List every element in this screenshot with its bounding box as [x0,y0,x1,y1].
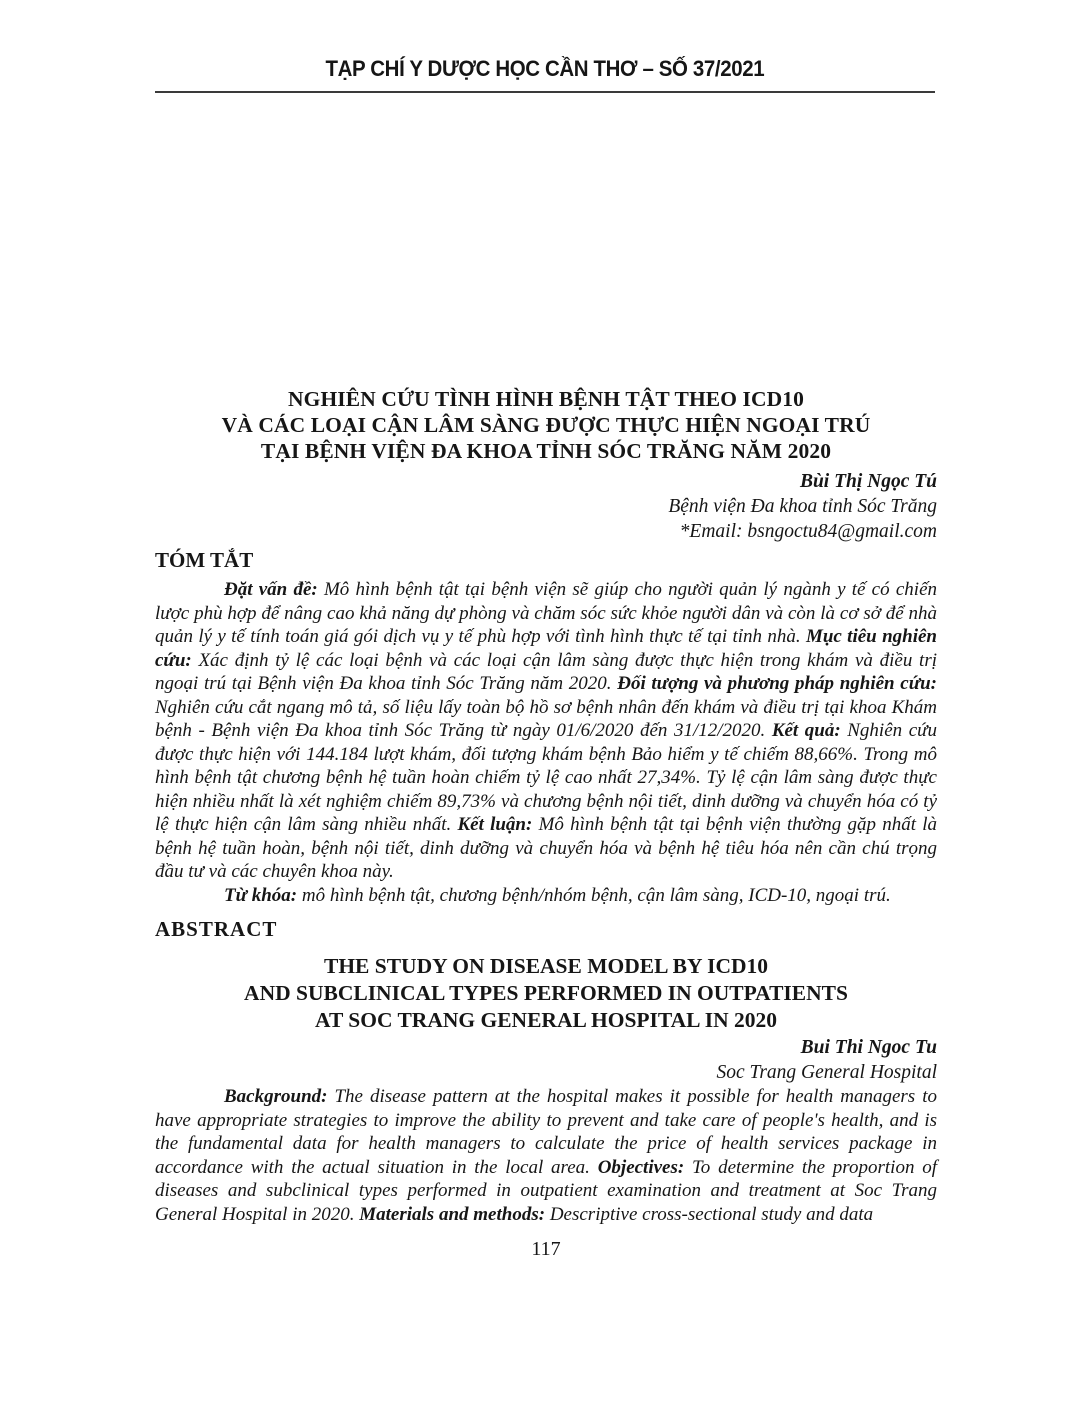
article-title-vi-line-1: NGHIÊN CỨU TÌNH HÌNH BỆNH TẬT THEO ICD10 [288,387,804,411]
article-title-en-line-2: AND SUBCLINICAL TYPES PERFORMED IN OUTPATIENTS [244,981,848,1005]
article-title-en [155,953,937,1034]
author-email: *Email: bsngoctu84@gmail.com [679,521,937,542]
article-title-vi-line-3: TẠI BỆNH VIỆN ĐA KHOA TỈNH SÓC TRĂNG NĂM 2020 [260,439,832,463]
running-header [0,0,1090,82]
article-title-en-line-3: AT SOC TRANG GENERAL HOSPITAL IN 2020 [315,1008,777,1032]
section-heading-tom-tat: TÓM TẮT [155,548,254,572]
header-rule [155,91,935,93]
article-title-vi-line-2: VÀ CÁC LOẠI CẬN LÂM SÀNG ĐƯỢC THỰC HIỆN NGOẠI TRÚ [221,413,871,437]
journal-title: TẠP CHÍ Y DƯỢC HỌC CẦN THƠ – SỐ 37/2021 [325,56,765,81]
abstract-en-paragraph: Background: The disease pattern at the hospital makes it possible for health managers to have appropriate strategies to improve the ability to prevent and take care of people's health, and is the fundamental data for health managers to calculate the price of health services package in accordance with the actual situation in the local area. Objectives: To determine the proportion of diseases and subclinical types performed in outpatient examination and treatment at Soc Trang General Hospital in 2020. Materials and methods: Descriptive cross-sectional study and data [155,1086,938,1225]
section-heading-abstract: ABSTRACT [155,917,278,941]
keywords-vi: Từ khóa: mô hình bệnh tật, chương bệnh/nhóm bệnh, cận lâm sàng, ICD-10, ngoại trú. [224,884,891,906]
author-name-en: Bui Thi Ngoc Tu [800,1037,937,1058]
author-block-vi [155,469,937,544]
author-block-en [155,1035,937,1085]
author-name-vi: Bùi Thị Ngọc Tú [799,471,937,492]
abstract-vi-paragraph: Đặt vấn đề: Mô hình bệnh tật tại bệnh viện sẽ giúp cho người quản lý ngành y tế có chiến lược phù hợp để nâng cao khả năng dự phòng và chăm sóc sức khỏe người dân và còn là cơ sở để nhà quản lý y tế tính toán giá gói dịch vụ y tế phù hợp với tình hình thực tế tại tỉnh nhà. Mục tiêu nghiên cứu: Xác định tỷ lệ các loại bệnh và các loại cận lâm sàng được thực hiện trong khám và điều trị ngoại trú tại Bệnh viện Đa khoa tỉnh Sóc Trăng năm 2020. Đối tượng và phương pháp nghiên cứu: Nghiên cứu cắt ngang mô tả, số liệu lấy toàn bộ hồ sơ bệnh nhân đến khám và điều trị tại khoa Khám bệnh - Bệnh viện Đa khoa tỉnh Sóc Trăng từ ngày 01/6/2020 đến 31/12/2020. Kết quả: Nghiên cứu được thực hiện với 144.184 lượt khám, đối tượng khám bệnh Bảo hiểm y tế chiếm 88,66%. Trong mô hình bệnh tật chương bệnh hệ tuần hoàn chiếm tỷ lệ cao nhất 27,34%. Tỷ lệ cận lâm sàng được thực hiện nhiều nhất là xét nghiệm chiếm 89,73% và chương bệnh nội tiết, dinh dưỡng và chuyển hóa có tỷ lệ thực hiện cận lâm sàng nhiều nhất. Kết luận: Mô hình bệnh tật tại bệnh viện thường gặp nhất là bệnh hệ tuần hoàn, bệnh nội tiết, dinh dưỡng và chuyển hóa và bệnh hệ tiêu hóa nên cần chú trọng đầu tư và các chuyên khoa này. [155,579,938,882]
author-affiliation-vi: Bệnh viện Đa khoa tỉnh Sóc Trăng [668,496,937,517]
author-affiliation-en: Soc Trang General Hospital [716,1062,937,1083]
article-title-en-line-1: THE STUDY ON DISEASE MODEL BY ICD10 [323,954,769,978]
page-number: 117 [531,1238,561,1260]
article-title-vi [155,386,937,464]
article-body [155,386,937,1261]
